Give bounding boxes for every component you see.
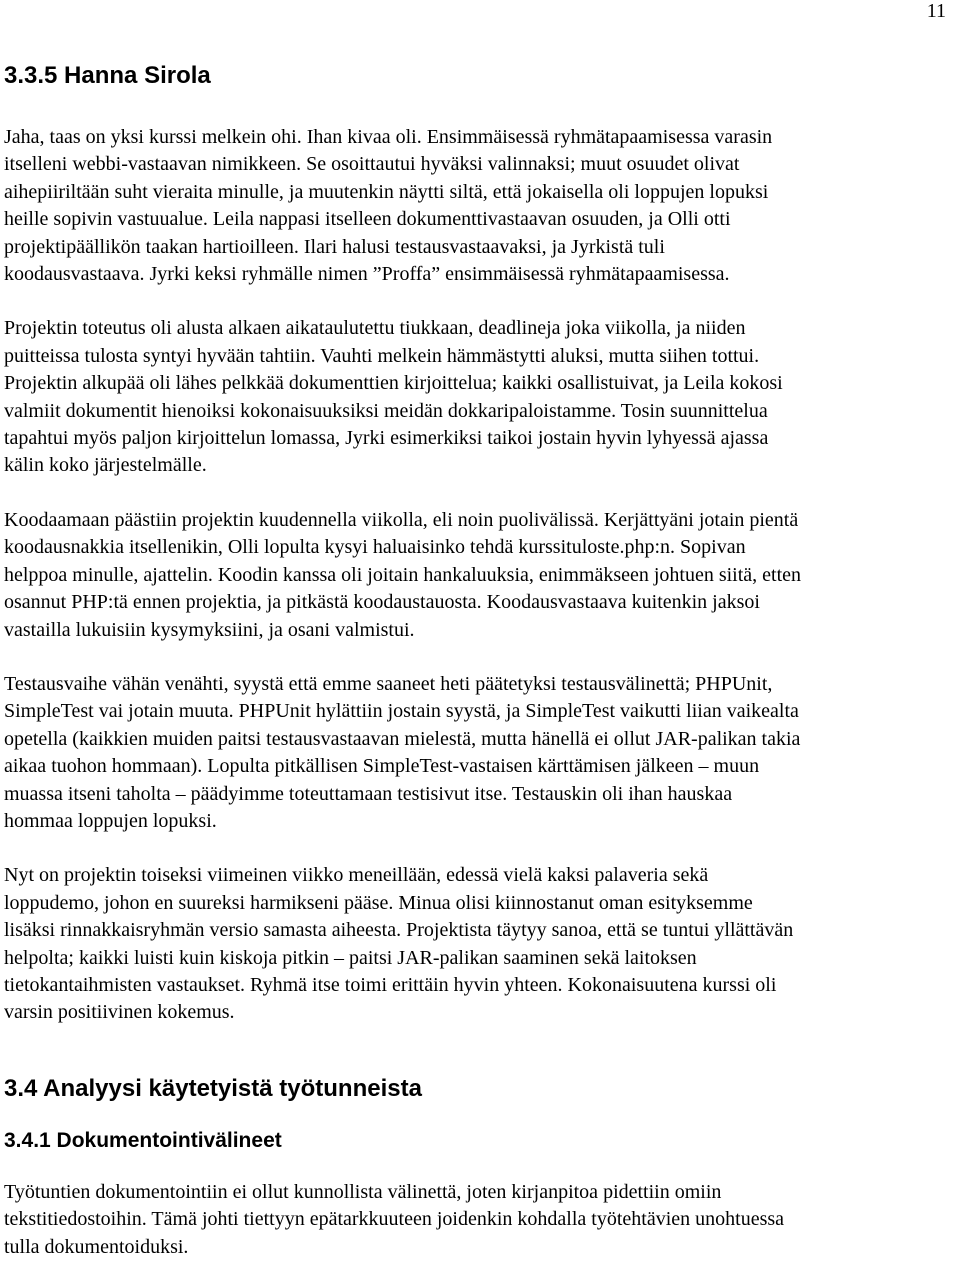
paragraph-project-implementation: Projektin toteutus oli alusta alkaen aikataulutettu tiukkaan, deadlineja joka viikolla, ja niiden puitteissa tulosta syntyi hyvään tahtiin. Vauhti melkein hämmästytti aluksi, mutta siihen tottui. Projektin alkupää oli lähes pelkkää dokumenttien kirjoittelua; kaikki osallistuivat, ja Leila kokosi valmiit dokumentit hienoiksi kokonaisuuksiksi meidän dokkaripaloistamme. Tosin suunnittelua tapahtui myös paljon kirjoittelun lomassa, Jyrki esimerkiksi taikoi jostain hyvin lyhyessä ajassa kälin koko järjestelmälle. (4, 317, 783, 477)
page-number: 11 (926, 0, 946, 22)
paragraph-documentation-tools: Työtuntien dokumentointiin ei ollut kunnollista välinettä, joten kirjanpitoa pidettiin omiin tekstitiedostoihin. Tämä johti tiettyyn epätarkkuuteen joidenkin kohdalla työtehtävien unohtuessa tulla dokumentoiduksi. (4, 1180, 785, 1258)
section-heading-hanna-sirola: 3.3.5 Hanna Sirola (4, 62, 211, 89)
subsection-heading-documentation-tools: 3.4.1 Dokumentointivälineet (4, 1128, 282, 1152)
paragraph-testing: Testausvaihe vähän venähti, syystä että emme saaneet heti päätetyksi testausvälinettä; PHPUnit, SimpleTest vai jotain muuta. PHPUnit hylättiin jostain syystä, ja SimpleTest vaikutti liian vaikealta opetella (kaikkien muiden paitsi testausvastaavan mielestä, mutta hänellä ei ollut JAR-palikan takia aikaa tuohon hommaan). Lopulta pitkällisen SimpleTest-vastaisen kärttämisen jälkeen – muun muassa itseni taholta – päädyimme toteuttamaan testisivut itse. Testauskin oli ihan hauskaa hommaa loppujen lopuksi. (4, 672, 801, 832)
paragraph-coding: Koodaamaan päästiin projektin kuudennella viikolla, eli noin puolivälissä. Kerjättyäni jotain pientä koodausnakkia itsellenikin, Olli lopulta kysyi haluaisinko tehdä kurssituloste.php:n. Sopivan helppoa minulle, ajattelin. Koodin kanssa oli joitain hankaluuksia, enimmäkseen johtuen siitä, etten osannut PHP:tä ennen projektia, ja pitkästä koodaustauosta. Koodausvastaava kuitenkin jaksoi vastailla lukuisiin kysymyksiini, ja osani valmistui. (4, 508, 802, 641)
paragraph-conclusion: Nyt on projektin toiseksi viimeinen viikko meneillään, edessä vielä kaksi palaveria sekä loppudemo, johon en suureksi harmikseni pääse. Minua olisi kiinnostanut oman esityksemme lisäksi rinnakkaisryhmän versio samasta aiheesta. Projektista täytyy sanoa, että se tuntui yllättävän helpolta; kaikki luisti kuin kiskoja pitkin – paitsi JAR-palikan saaminen sekä laitoksen tietokantaihmisten vastaukset. Ryhmä itse toimi erittäin hyvin yhteen. Kokonaisuutena kurssi oli varsin positiivinen kokemus. (4, 864, 794, 1024)
section-heading-work-hours-analysis: 3.4 Analyysi käytetyistä työtunneista (4, 1074, 422, 1102)
paragraph-intro: Jaha, taas on yksi kurssi melkein ohi. Ihan kivaa oli. Ensimmäisessä ryhmätapaamisessa varasin itselleni webbi-vastaavan nimikkeen. Se osoittautui hyväksi valinnaksi; muut osuudet olivat aihepiiriltään suht vieraita minulle, ja muutenkin näytti siltä, että jokaisella oli loppujen lopuksi heille sopivin vastuualue. Leila nappasi itselleen dokumenttivastaavan osuuden, ja Olli otti projektipäällikön taakan hartioilleen. Ilari halusi testausvastaavaksi, ja Jyrkistä tuli koodausvastaava. Jyrki keksi ryhmälle nimen ”Proffa” ensimmäisessä ryhmätapaamisessa. (4, 126, 773, 286)
document-body (4, 62, 954, 1261)
